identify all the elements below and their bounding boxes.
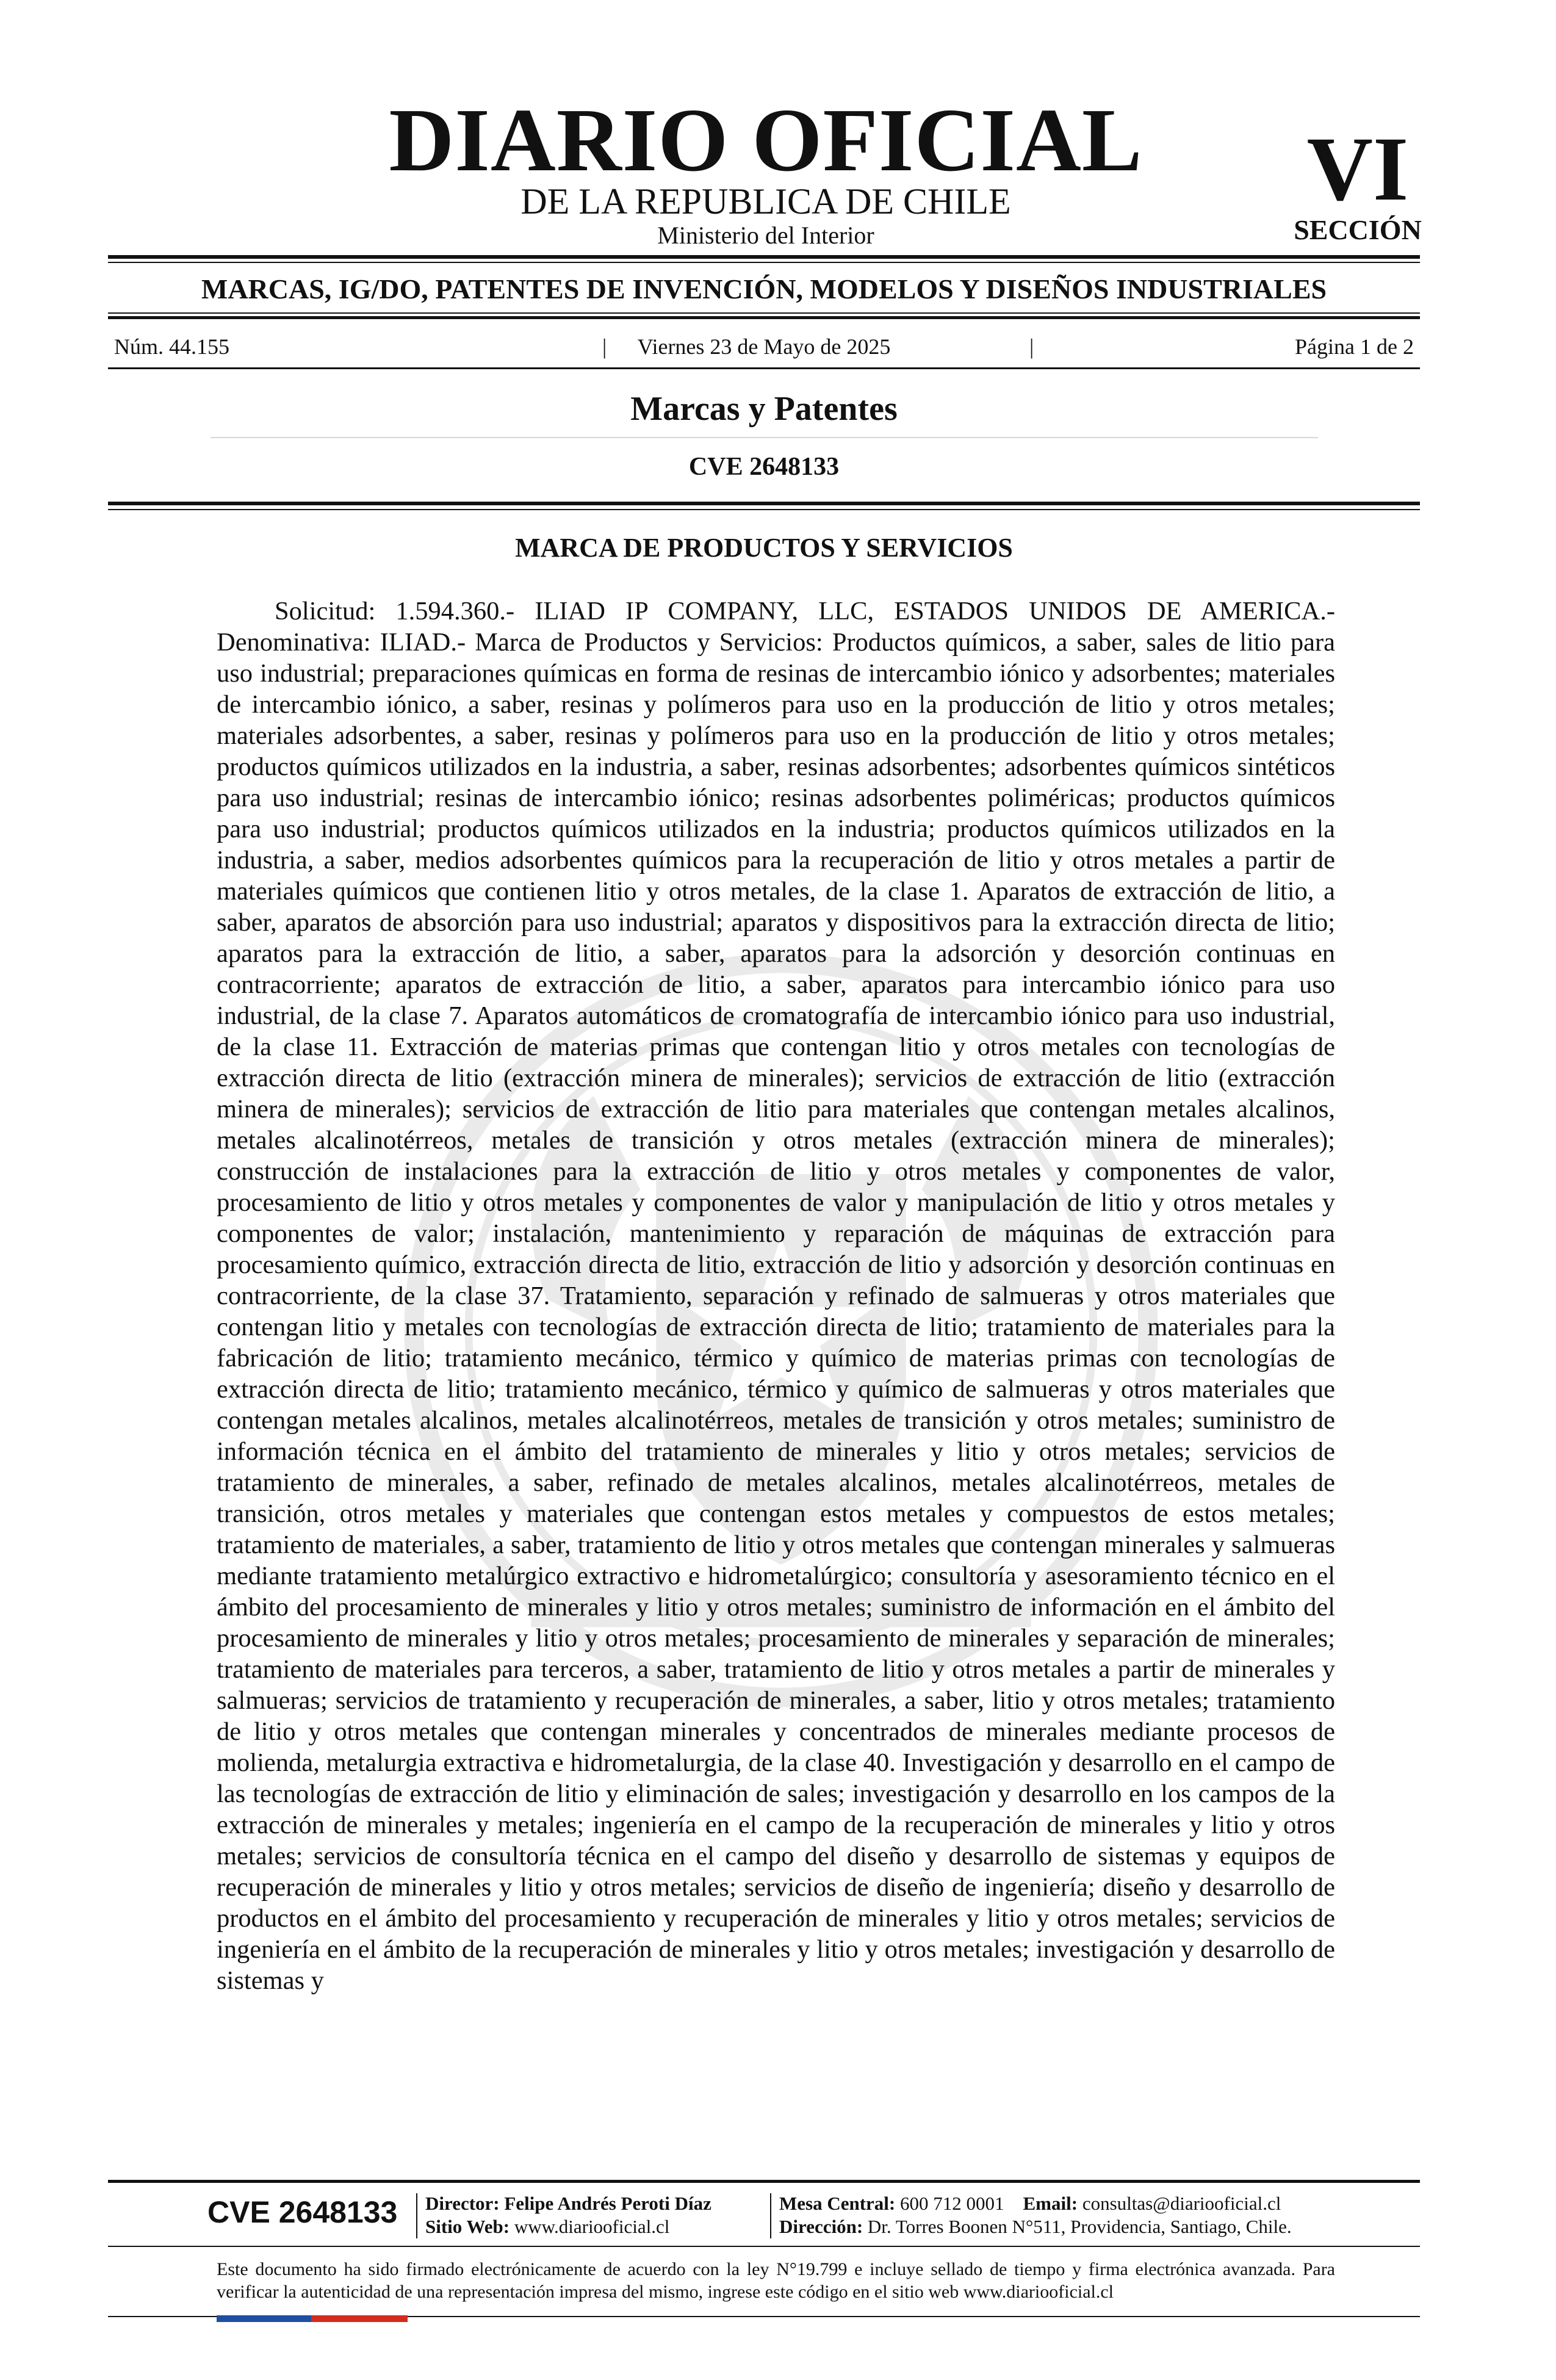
footer-contact-block [779, 2192, 1292, 2238]
section-rule-thick [108, 316, 1420, 319]
email-label: Email: [1023, 2193, 1078, 2214]
issue-date: Viernes 23 de Mayo de 2025 [637, 334, 891, 359]
address-value: Dr. Torres Boonen N°511, Providencia, Santiago, Chile. [867, 2216, 1292, 2237]
footer-rule [108, 2180, 1420, 2183]
director-name: Felipe Andrés Peroti Díaz [504, 2193, 711, 2214]
issue-separator: | [602, 334, 607, 359]
notice-title: MARCA DE PRODUCTOS Y SERVICIOS [515, 533, 1013, 563]
cve-rule-thin [108, 509, 1420, 510]
issue-rule [108, 367, 1420, 369]
newspaper-title: DIARIO OFICIAL [389, 90, 1143, 190]
cve-rule-thick [108, 502, 1420, 505]
website-link[interactable]: www.diariooficial.cl [514, 2216, 670, 2237]
footer-legal-notice: Este documento ha sido firmado electrónicamente de acuerdo con la ley N°19.799 e incluye sellado de tiempo y firma electrónica avanzada. Para verificar la autenticidad de una representación impresa del mismo, ingrese este código en el sitio web www.diariooficial.cl [217, 2259, 1335, 2302]
director-label: Director: [425, 2193, 500, 2214]
newspaper-subtitle: DE LA REPUBLICA DE CHILE [520, 181, 1011, 222]
section-band: MARCAS, IG/DO, PATENTES DE INVENCIÓN, MODELOS Y DISEÑOS INDUSTRIALES [201, 273, 1327, 305]
page-heading: Marcas y Patentes [630, 390, 898, 428]
mesa-phone: 600 712 0001 [900, 2193, 1004, 2214]
page-number: Página 1 de 2 [1295, 334, 1414, 359]
footer-divider [770, 2193, 771, 2238]
footer-director-block [425, 2192, 711, 2238]
notice-body: Solicitud: 1.594.360.- ILIAD IP COMPANY, LLC, ESTADOS UNIDOS DE AMERICA.- Denominativa: ILIAD.- Marca de Productos y Servicios: Productos químicos, a saber, sales de litio para uso industrial; preparaciones químicas en forma de resinas de intercambio iónico y adsorbentes; materiales de intercambio iónico, a saber, resinas y polímeros para uso en la producción de litio y otros metales; materiales adsorbentes, a saber, resinas y polímeros para uso en la producción de litio y otros metales; productos químicos utilizados en la industria, a saber, resinas adsorbentes; adsorbentes químicos sintéticos para uso industrial; resinas de intercambio iónico; resinas adsorbentes poliméricas; productos químicos para uso industrial; productos químicos utilizados en la industria; productos químicos utilizados en la industria, a saber, medios adsorbentes químicos para la recuperación de litio y otros metales a partir de materiales químicos que contienen litio y otros metales, de la clase 1. Aparatos de extracción de litio, a saber, aparatos de absorción para uso industrial; aparatos y dispositivos para la extracción directa de litio; aparatos para la extracción de litio, a saber, aparatos para la adsorción y desorción continuas en contracorriente; aparatos de extracción de litio, a saber, aparatos para intercambio iónico para uso industrial, de la clase 7. Aparatos automáticos de cromatografía de intercambio iónico para uso industrial, de la clase 11. Extracción de materias primas que contengan litio y otros metales con tecnologías de extracción directa de litio (extracción minera de minerales); servicios de extracción de litio (extracción minera de minerales); servicios de extracción de litio para materiales que contengan metales alcalinos, metales alcalinotérreos, metales de transición y otros metales (extracción minera de minerales); construcción de instalaciones para la extracción de litio y otros metales y componentes de valor, procesamiento de litio y otros metales y componentes de valor y manipulación de litio y otros metales y componentes de valor; instalación, mantenimiento y reparación de máquinas de extracción para procesamiento químico, extracción directa de litio, extracción de litio y adsorción y desorción continuas en contracorriente, de la clase 37. Tratamiento, separación y refinado de salmueras y otros materiales que contengan litio y metales con tecnologías de extracción directa de litio; tratamiento de materiales para la fabricación de litio; tratamiento mecánico, térmico y químico de materias primas con tecnologías de extracción directa de litio; tratamiento mecánico, térmico y químico de salmueras y otros materiales que contengan metales alcalinos, metales alcalinotérreos, metales de transición y otros metales; suministro de información técnica en el ámbito del tratamiento de minerales y litio y otros metales; servicios de tratamiento de minerales, a saber, refinado de metales alcalinos, metales alcalinotérreos, metales de transición, otros metales y materiales que contengan estos metales y compuestos de estos metales; tratamiento de materiales, a saber, tratamiento de litio y otros metales que contengan minerales y salmueras mediante tratamiento metalúrgico extractivo e hidrometalúrgico; consultoría y asesoramiento técnico en el ámbito del procesamiento de minerales y litio y otros metales; suministro de información en el ámbito del procesamiento de minerales y litio y otros metales; procesamiento de minerales y separación de minerales; tratamiento de materiales para terceros, a saber, tratamiento de litio y otros metales a partir de minerales y salmueras; servicios de tratamiento y recuperación de minerales, a saber, litio y otros metales; tratamiento de litio y otros metales que contengan minerales y concentrados de minerales mediante procesos de molienda, metalurgia extractiva e hidrometalurgia, de la clase 40. Investigación y desarrollo en el campo de las tecnologías de extracción de litio y eliminación de sales; investigación y desarrollo en los campos de la extracción de minerales y metales; ingeniería en el campo de la recuperación de minerales y litio y otros metales; servicios de consultoría técnica en el campo del diseño y desarrollo de sistemas y equipos de recuperación de minerales y litio y otros metales; servicios de diseño de ingeniería; diseño y desarrollo de productos en el ámbito del procesamiento y recuperación de minerales y litio y otros metales; servicios de ingeniería en el ámbito de la recuperación de minerales y litio y otros metales; investigación y desarrollo de sistemas y [217, 597, 1335, 1995]
mesa-label: Mesa Central: [779, 2193, 896, 2214]
section-number: VI [1306, 118, 1409, 220]
cve-code: CVE 2648133 [688, 453, 840, 481]
section-label: SECCIÓN [1294, 214, 1422, 245]
website-label: Sitio Web: [425, 2216, 510, 2237]
masthead-rule-thick [108, 255, 1420, 259]
issue-info-row [108, 330, 1420, 364]
flag-stripe-blue [217, 2315, 311, 2322]
issue-separator: | [1029, 334, 1034, 359]
masthead [0, 90, 1556, 249]
ministry-label: Ministerio del Interior [657, 222, 874, 249]
footer-divider [416, 2193, 417, 2238]
masthead-rule-thin [108, 262, 1420, 263]
flag-stripe-red [311, 2315, 408, 2322]
address-label: Dirección: [779, 2216, 863, 2237]
heading-divider [211, 437, 1318, 438]
footer-cve-code: CVE 2648133 [207, 2195, 398, 2229]
footer-rule-thin [108, 2246, 1420, 2247]
issue-number: Núm. 44.155 [114, 334, 229, 359]
section-rule-thin [108, 312, 1420, 314]
email-link[interactable]: consultas@diariooficial.cl [1082, 2193, 1281, 2214]
